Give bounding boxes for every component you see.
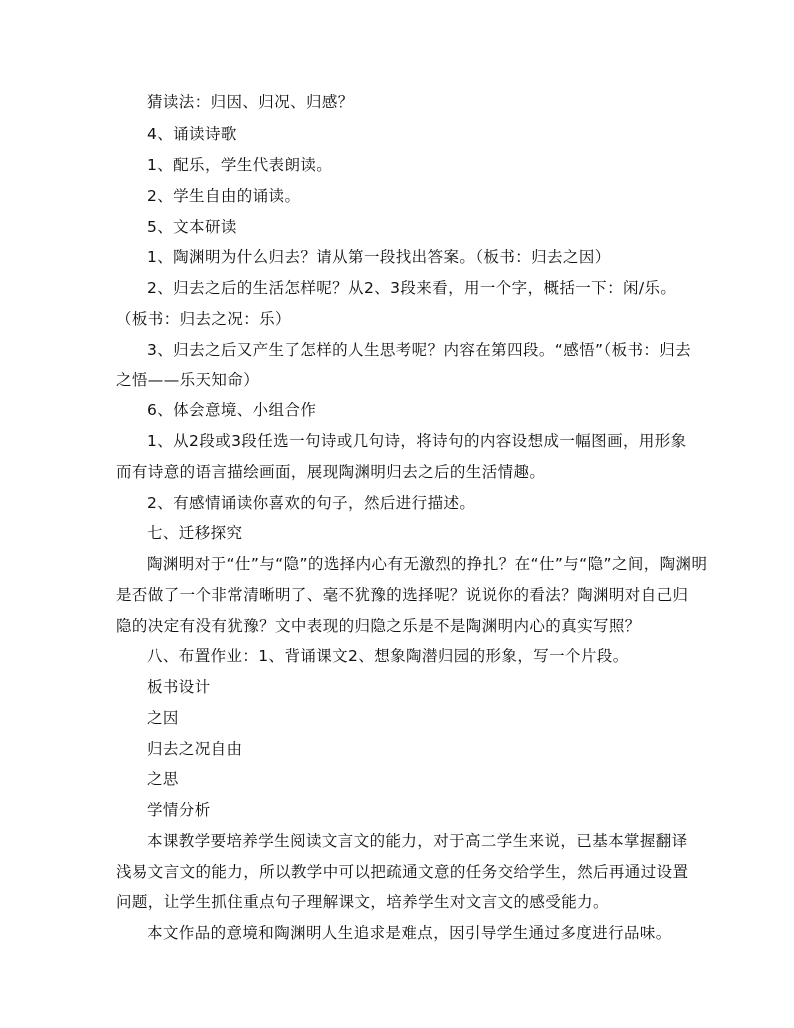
section-heading: 4、诵读诗歌 <box>147 125 237 143</box>
text-line: 1、配乐，学生代表朗读。 <box>147 156 333 174</box>
text-line: 浅易文言文的能力，所以教学中可以把疏通文意的任务交给学生，然后再通过设置 <box>116 863 689 881</box>
text-line: 2、归去之后的生活怎样呢？从2、3段来看，用一个字，概括一下：闲/乐。 <box>147 279 677 297</box>
text-line: 2、有感情诵读你喜欢的句子，然后进行描述。 <box>147 494 476 512</box>
text-line: （板书：归去之况：乐） <box>116 310 291 328</box>
text-line: 之思 <box>147 770 179 788</box>
section-heading: 6、体会意境、小组合作 <box>147 401 317 419</box>
text-line: 本文作品的意境和陶渊明人生追求是难点，因引导学生通过多度进行品味。 <box>147 924 672 942</box>
text-line: 3、归去之后又产生了怎样的人生思考呢？内容在第四段。“感悟”（板书：归去 <box>147 341 692 359</box>
section-heading: 七、迁移探究 <box>147 524 243 542</box>
text-line: 猜读法：归因、归况、归感？ <box>147 93 354 111</box>
text-line: 2、学生自由的诵读。 <box>147 187 301 205</box>
section-heading: 学情分析 <box>147 801 211 819</box>
text-line: 1、陶渊明为什么归去？请从第一段找出答案。（板书：归去之因） <box>147 248 611 266</box>
text-line: 是否做了一个非常清晰明了、毫不犹豫的选择呢？说说你的看法？陶渊明对自己归 <box>116 586 689 604</box>
text-line: 陶渊明对于“仕”与“隐”的选择内心有无激烈的挣扎？在“仕”与“隐”之间，陶渊明 <box>147 555 708 573</box>
text-line: 隐的决定有没有犹豫？文中表现的归隐之乐是不是陶渊明内心的真实写照？ <box>116 617 641 635</box>
text-line: 之悟——乐天知命） <box>116 371 260 389</box>
section-heading: 板书设计 <box>147 678 211 696</box>
text-line: 本课教学要培养学生阅读文言文的能力，对于高二学生来说，已基本掌握翻译 <box>147 832 688 850</box>
text-line: 而有诗意的语言描绘画面，展现陶渊明归去之后的生活情趣。 <box>116 463 546 481</box>
text-line: 之因 <box>147 709 179 727</box>
text-line: 1、从2段或3段任选一句诗或几句诗，将诗句的内容设想成一幅图画，用形象 <box>147 432 687 450</box>
section-heading: 八、布置作业：1、背诵课文2、想象陶潜归园的形象，写一个片段。 <box>147 647 629 665</box>
section-heading: 5、文本研读 <box>147 218 237 236</box>
text-line: 归去之况自由 <box>147 740 243 758</box>
text-line: 问题，让学生抓住重点句子理解课文，培养学生对文言文的感受能力。 <box>116 893 609 911</box>
